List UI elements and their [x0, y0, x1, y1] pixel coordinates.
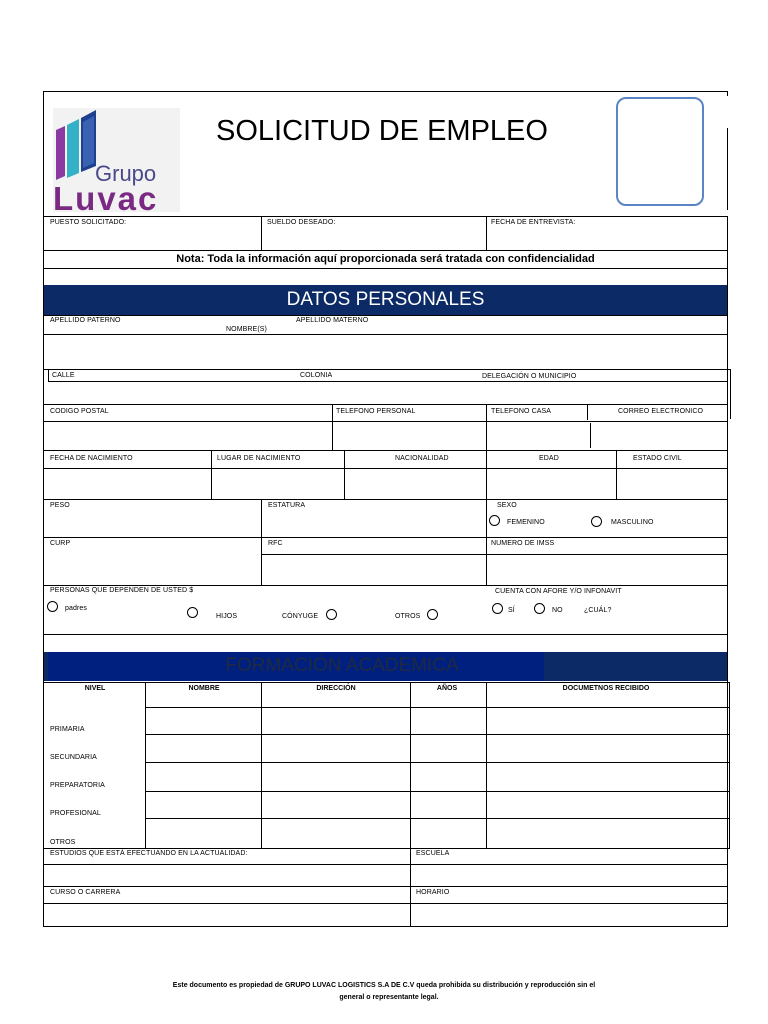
- afore-no-radio[interactable]: [534, 603, 545, 614]
- lugar-nacimiento-field[interactable]: [212, 469, 343, 498]
- imss-label: NUMERO DE IMSS: [491, 540, 555, 547]
- nivel-primaria: PRIMARIA: [50, 726, 85, 733]
- header-direccion: DIRECCIÓN: [316, 685, 356, 692]
- photo-box[interactable]: [616, 97, 704, 206]
- estado-civil-field[interactable]: [617, 469, 727, 498]
- escuela-field[interactable]: [411, 865, 727, 886]
- estudios-actuales-field[interactable]: [44, 865, 409, 886]
- femenino-label: FEMENINO: [507, 519, 545, 526]
- header-anos: AÑOS: [436, 685, 458, 692]
- afore-si-label: SÍ: [508, 607, 515, 614]
- telefono-casa-label: TELEFONO CASA: [491, 408, 552, 415]
- sueldo-field[interactable]: [262, 228, 485, 249]
- header-documentos: DOCUMETNOS RECIBIDO: [562, 685, 650, 692]
- nivel-profesional: PROFESIONAL: [50, 810, 101, 817]
- afore-cual-field[interactable]: [612, 600, 726, 630]
- puesto-label: PUESTO SOLICITADO:: [50, 219, 127, 226]
- fecha-nacimiento-label: FECHA DE NACIMIENTO: [50, 455, 133, 462]
- estatura-field[interactable]: [263, 511, 485, 537]
- masculino-label: MASCULINO: [611, 519, 654, 526]
- dependientes-label: PERSONAS QUE DEPENDEN DE USTED $: [50, 587, 194, 594]
- masculino-radio[interactable]: [591, 516, 602, 527]
- direccion-field[interactable]: [44, 382, 727, 404]
- lugar-nacimiento-label: LUGAR DE NACIMIENTO: [217, 455, 301, 462]
- estado-civil-label: ESTADO CIVIL: [633, 455, 682, 462]
- estudios-actuales-label: ESTUDIOS QUE ESTÁ EFECTUANDO EN LA ACTUALIDAD:: [50, 850, 248, 857]
- rfc-field[interactable]: [263, 555, 485, 584]
- hijos-label: HIJOS: [216, 613, 238, 620]
- footer-legal-line2: general o representante legal.: [339, 994, 439, 1001]
- padres-radio[interactable]: [47, 601, 58, 612]
- page-title: SOLICITUD DE EMPLEO: [216, 115, 548, 147]
- section-title: DATOS PERSONALES: [286, 289, 485, 310]
- nivel-otros: OTROS: [50, 839, 76, 846]
- femenino-radio[interactable]: [489, 515, 500, 526]
- conyuge-label: CÓNYUGE: [282, 613, 319, 620]
- nacionalidad-label: NACIONALIDAD: [395, 455, 449, 462]
- puesto-field[interactable]: [44, 228, 260, 249]
- codigo-postal-field[interactable]: [44, 422, 331, 449]
- apellido-materno-label: APELLIDO MATERNO: [296, 317, 369, 324]
- curso-label: CURSO O CARRERA: [50, 889, 121, 896]
- afore-label: CUENTA CON AFORE Y/O INFONAVIT: [495, 588, 622, 595]
- conyuge-radio[interactable]: [326, 609, 337, 620]
- telefono-personal-label: TELEFONO PERSONAL: [336, 408, 416, 415]
- delegacion-label: DELEGACIÓN O MUNICIPIO: [482, 373, 577, 380]
- nivel-secundaria: SECUNDARIA: [50, 754, 97, 761]
- correo-field[interactable]: [591, 422, 727, 449]
- peso-label: PESO: [50, 502, 70, 509]
- edad-field[interactable]: [487, 469, 615, 498]
- hijos-radio[interactable]: [187, 607, 198, 618]
- nacionalidad-field[interactable]: [345, 469, 485, 498]
- logo-text-luvac: Luvac: [53, 180, 159, 217]
- telefono-personal-field[interactable]: [333, 422, 485, 449]
- calle-label: CALLE: [52, 372, 75, 379]
- fecha-entrevista-field[interactable]: [487, 228, 726, 249]
- codigo-postal-label: CODIGO POSTAL: [50, 408, 109, 415]
- nivel-preparatoria: PREPARATORIA: [50, 782, 105, 789]
- edad-label: EDAD: [539, 455, 559, 462]
- nombres-label: NOMBRE(S): [226, 326, 267, 333]
- fecha-entrevista-label: FECHA DE ENTREVISTA:: [491, 219, 576, 226]
- logo-text-grupo: Grupo: [95, 161, 157, 186]
- fecha-nacimiento-field[interactable]: [44, 469, 210, 498]
- imss-field[interactable]: [487, 555, 727, 584]
- curp-label: CURP: [50, 540, 71, 547]
- telefono-casa-field[interactable]: [487, 422, 589, 449]
- escuela-label: ESCUELA: [416, 850, 450, 857]
- peso-field[interactable]: [44, 511, 261, 537]
- correo-label: CORREO ELECTRONICO: [618, 408, 704, 415]
- rfc-label: RFC: [268, 540, 283, 547]
- footer-legal-line1: Este documento es propiedad de GRUPO LUVAC LOGISTICS S.A DE C.V queda prohibida su distribución y reproducción sin el: [172, 982, 596, 989]
- afore-si-radio[interactable]: [492, 603, 503, 614]
- horario-label: HORARIO: [416, 889, 450, 896]
- sueldo-label: SUELDO DESEADO:: [267, 219, 336, 226]
- section-header-formacion-academica: [44, 652, 727, 681]
- afore-no-label: NO: [552, 607, 563, 614]
- horario-field[interactable]: [411, 904, 727, 925]
- afore-cual-label: ¿CUÁL?: [584, 607, 612, 614]
- curp-field[interactable]: [44, 549, 261, 584]
- curso-field[interactable]: [44, 904, 409, 925]
- company-logo: [53, 108, 180, 217]
- header-nombre: NOMBRE: [188, 685, 220, 692]
- apellido-paterno-label: APELLIDO PATERNO: [50, 317, 121, 324]
- section-header-datos-personales: [44, 285, 727, 315]
- confidentiality-note: Nota: Toda la información aquí proporcionada será tratada con confidencialidad: [176, 253, 595, 265]
- otros-dependientes-radio[interactable]: [427, 609, 438, 620]
- otros-dependientes-label: OTROS: [395, 613, 421, 620]
- sexo-label: SEXO: [497, 502, 517, 509]
- section-title: FORMACIÓN ACADEMICA: [225, 655, 459, 676]
- estatura-label: ESTATURA: [268, 502, 306, 509]
- padres-label: padres: [65, 605, 88, 612]
- colonia-label: COLONIA: [300, 372, 333, 379]
- nombre-completo-field[interactable]: [44, 335, 727, 369]
- header-nivel: NIVEL: [84, 685, 106, 692]
